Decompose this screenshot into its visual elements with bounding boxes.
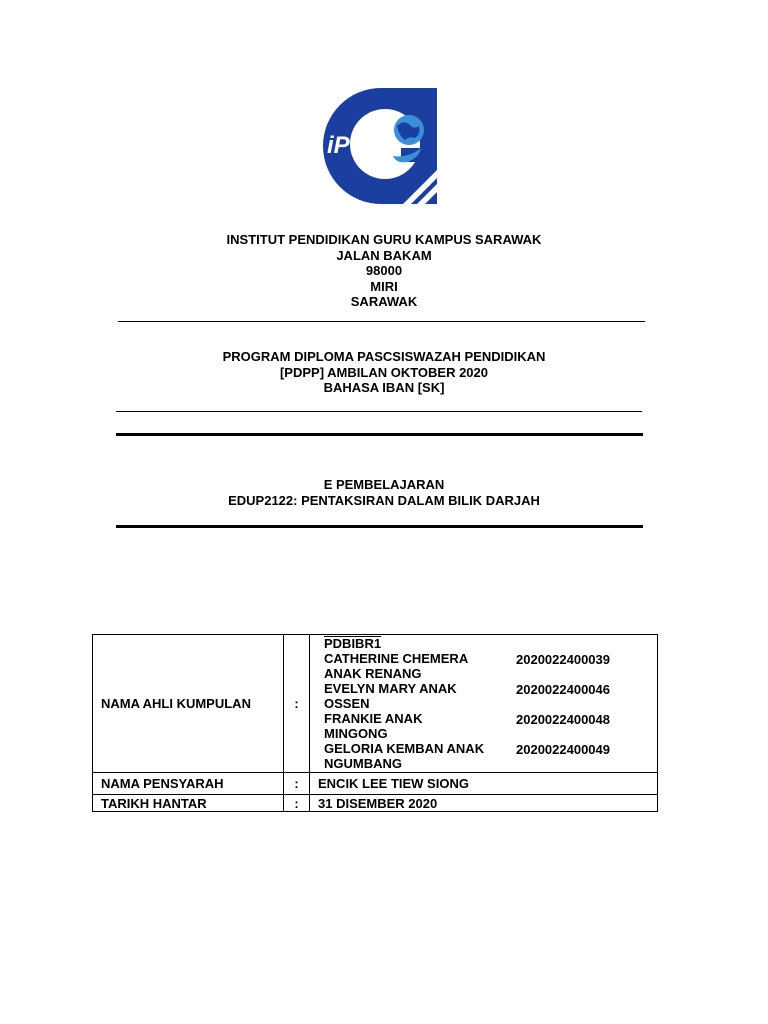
lecturer-name: ENCIK LEE TIEW SIONG (310, 773, 658, 795)
member-id: 2020022400048 (516, 712, 610, 727)
member-name: NGUMBANG (324, 756, 402, 771)
members-cell (310, 635, 658, 773)
colon: : (284, 635, 310, 773)
submission-date: 31 DISEMBER 2020 (310, 795, 658, 812)
date-label: TARIKH HANTAR (93, 795, 284, 812)
member-row (324, 681, 657, 711)
table-row (93, 773, 658, 795)
member-id: 2020022400039 (516, 652, 610, 667)
info-table (92, 634, 658, 812)
institution-name: INSTITUT PENDIDIKAN GURU KAMPUS SARAWAK (226, 232, 542, 247)
divider (118, 321, 645, 322)
group-code: PDBIBR1 (324, 636, 382, 651)
member-id: 2020022400049 (516, 742, 610, 757)
member-row (324, 741, 657, 771)
member-row (324, 651, 657, 681)
lecturer-label: NAMA PENSYARAH (93, 773, 284, 795)
program-line: [PDPP] AMBILAN OKTOBER 2020 (279, 364, 489, 380)
member-id: 2020022400046 (516, 682, 610, 697)
state: SARAWAK (350, 294, 418, 309)
member-name: OSSEN (324, 696, 370, 711)
colon: : (284, 795, 310, 812)
member-name: FRANKIE ANAK (324, 711, 423, 726)
program-title (0, 349, 768, 396)
program-line: PROGRAM DIPLOMA PASCSISWAZAH PENDIDIKAN (222, 349, 546, 364)
street: JALAN BAKAM (336, 247, 432, 263)
institution-address (0, 232, 768, 310)
member-name: EVELYN MARY ANAK (324, 681, 457, 696)
program-line: BAHASA IBAN [SK] (323, 380, 445, 395)
ipg-logo (323, 86, 439, 204)
course-code: EDUP2122: PENTAKSIRAN DALAM BILIK DARJAH (228, 492, 540, 508)
course-title (0, 477, 768, 508)
table-row (93, 795, 658, 812)
member-name: MINGONG (324, 726, 388, 741)
postcode: 98000 (365, 263, 403, 278)
member-row (324, 711, 657, 741)
table-row (93, 635, 658, 773)
colon: : (284, 773, 310, 795)
divider (116, 411, 642, 412)
divider-thick (116, 525, 643, 528)
members-label: NAMA AHLI KUMPULAN (93, 635, 284, 773)
logo-text: iPG (327, 132, 369, 159)
course-line: E PEMBELAJARAN (323, 477, 445, 492)
city: MIRI (370, 278, 398, 294)
member-name: CATHERINE CHEMERA (324, 651, 469, 666)
divider-thick (116, 433, 643, 436)
member-name: ANAK RENANG (324, 666, 422, 681)
member-name: GELORIA KEMBAN ANAK (324, 741, 485, 756)
